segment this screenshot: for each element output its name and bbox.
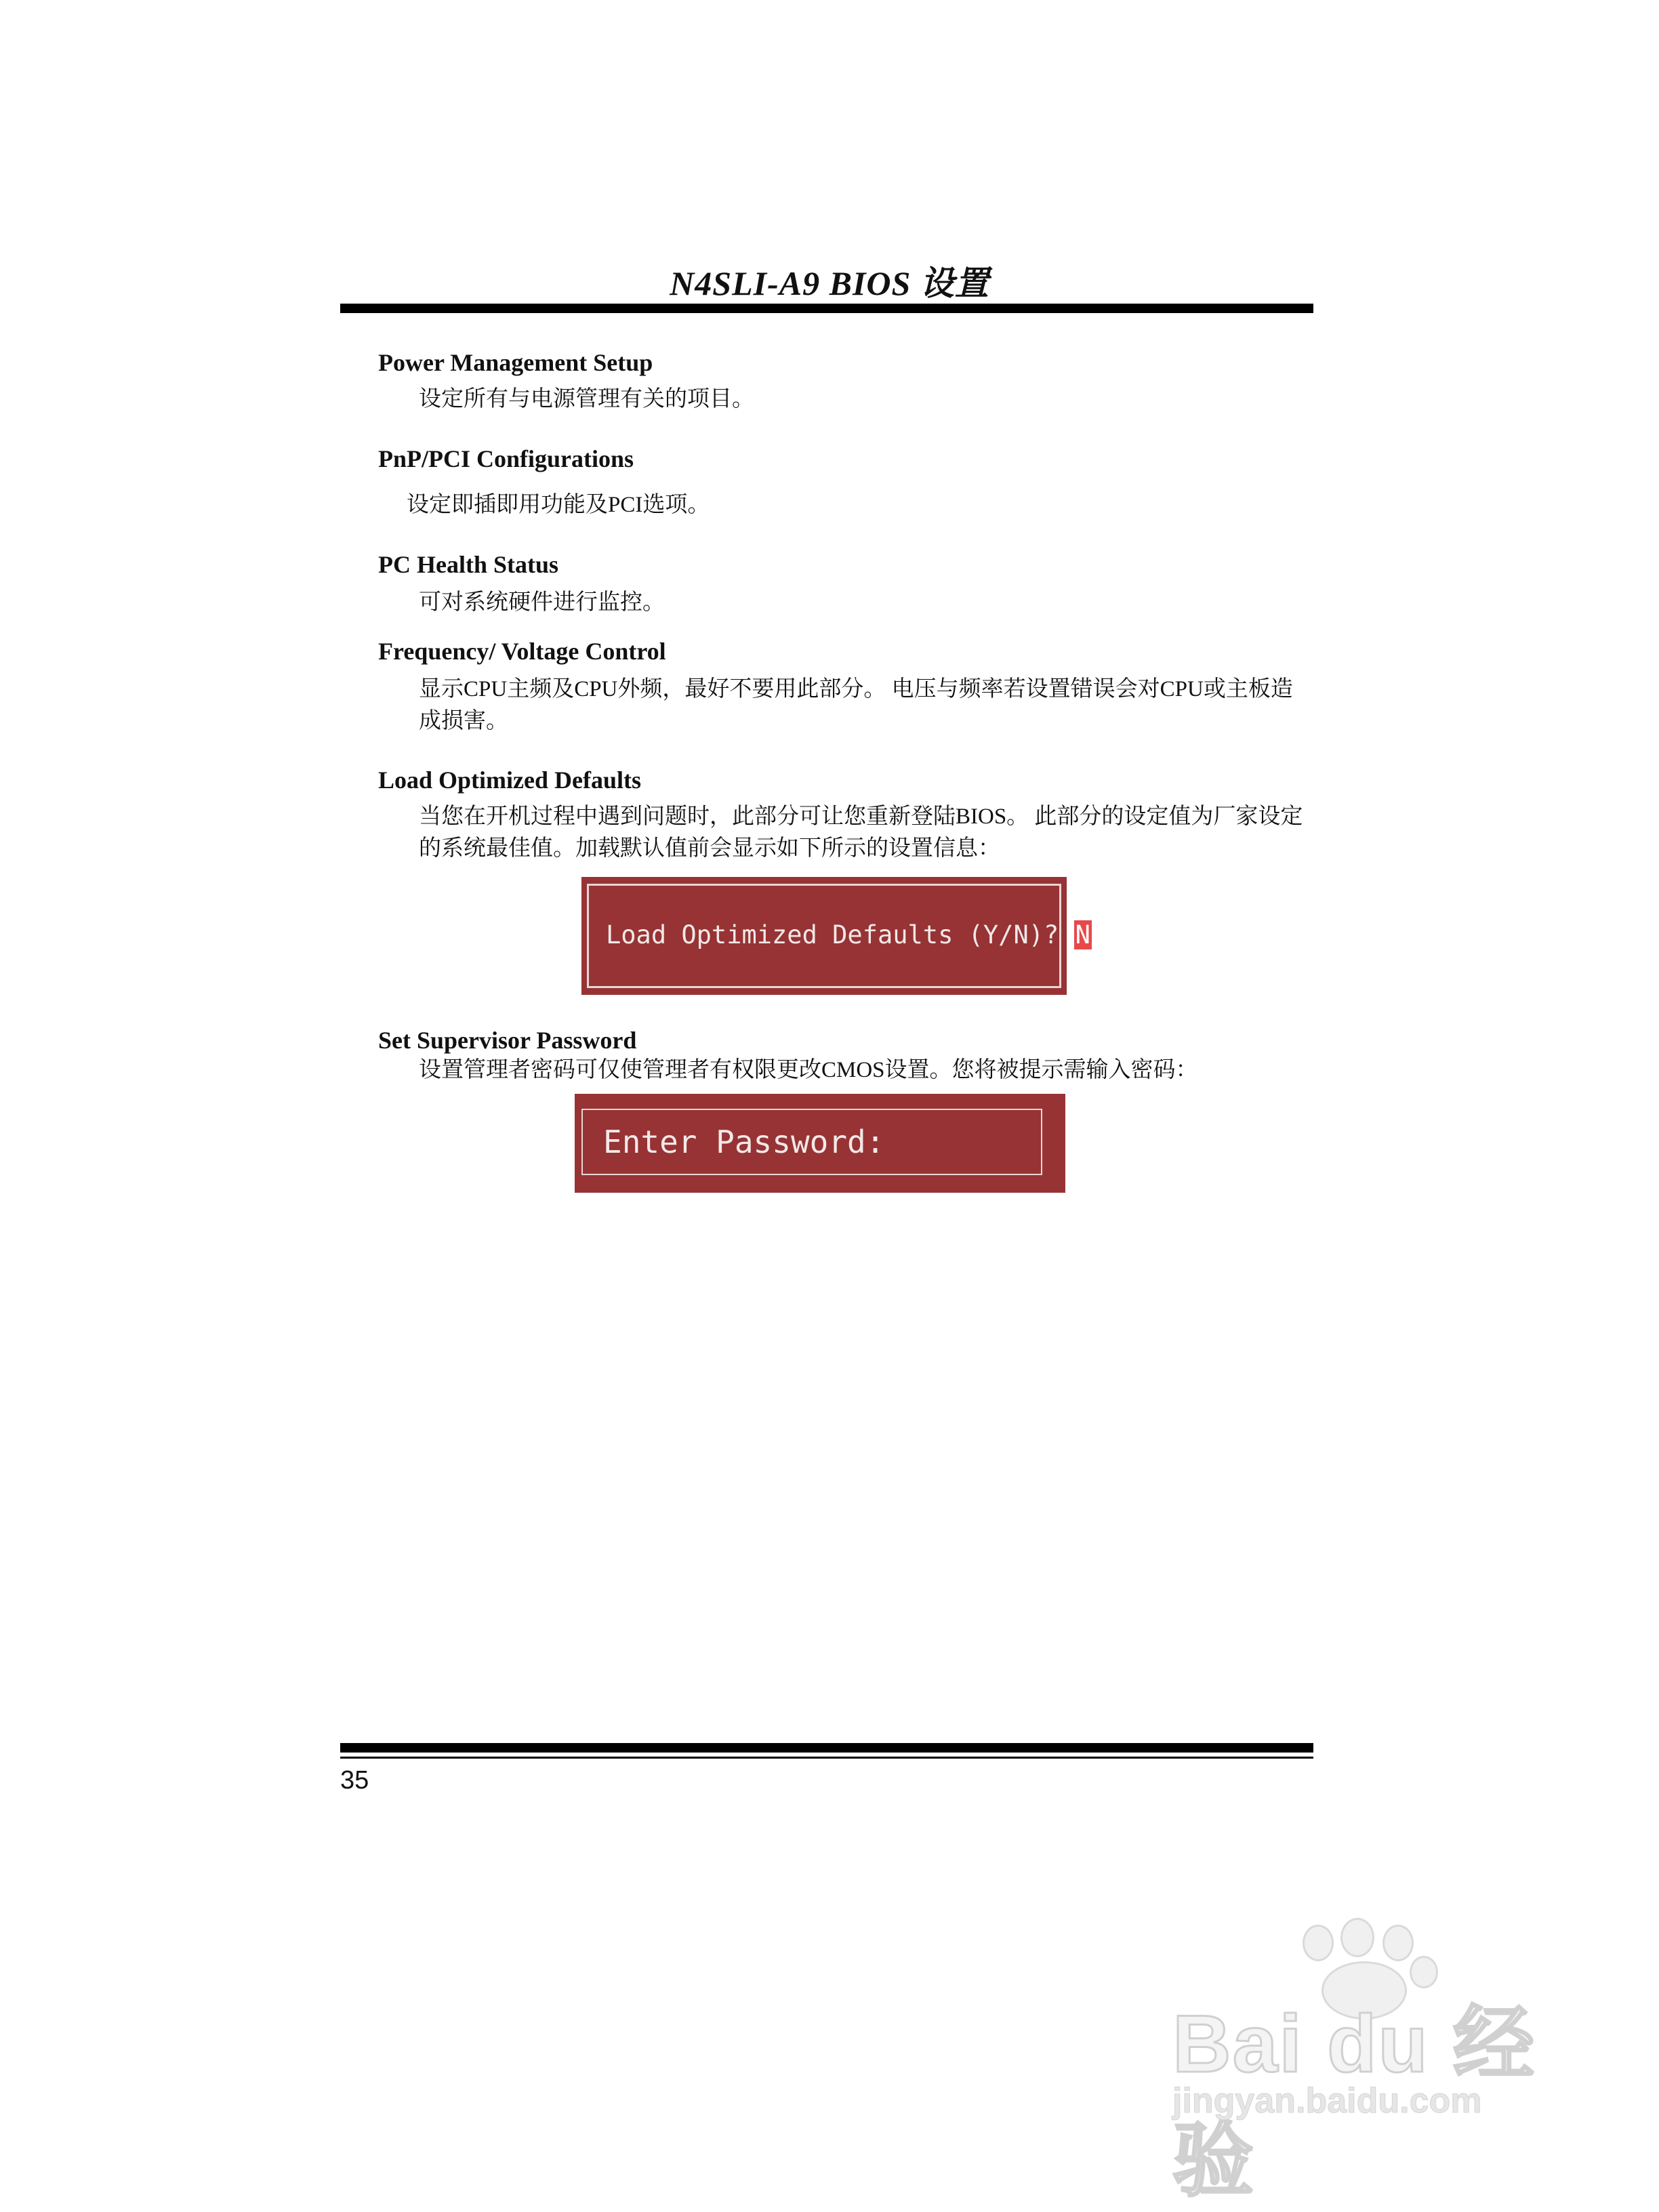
section-desc-power-management: 设定所有与电源管理有关的项目。 <box>419 387 754 411</box>
paw-icon-toe-2 <box>1340 1918 1374 1957</box>
header-rule <box>340 304 1313 313</box>
footer-rule-thick <box>340 1743 1313 1753</box>
load-defaults-dialog <box>581 877 1090 995</box>
section-heading-power-management: Power Management Setup <box>378 349 653 376</box>
section-desc-pc-health: 可对系统硬件进行监控。 <box>419 590 665 615</box>
password-dialog <box>575 1094 1065 1193</box>
section-desc-frequency-voltage: 显示CPU主频及CPU外频，最好不要用此部分。 电压与频率若设置错误会对CPU或主板造成损害。 <box>419 677 1293 733</box>
load-defaults-prompt-text: Load Optimized Defaults (Y/N)? <box>606 920 1074 949</box>
section-desc-load-defaults: 当您在开机过程中遇到问题时，此部分可让您重新登陆BIOS。 此部分的设定值为厂家设定的系统最佳值。加载默认值前会显示如下所示的设置信息： <box>419 804 1303 861</box>
watermark-logo: Bai du 经验 <box>1172 1999 1536 2206</box>
page-title: N4SLI-A9 BIOS 设置 <box>670 264 989 302</box>
password-prompt: Enter Password: <box>603 1124 885 1160</box>
load-defaults-prompt <box>606 920 1092 949</box>
paw-icon-toe-3 <box>1382 1925 1414 1961</box>
paw-icon-toe-1 <box>1303 1925 1334 1961</box>
footer-rule-thin <box>340 1757 1313 1759</box>
section-desc-pnp-pci: 设定即插即用功能及PCI选项。 <box>407 493 710 517</box>
section-heading-load-defaults: Load Optimized Defaults <box>378 766 642 794</box>
section-heading-frequency-voltage: Frequency/ Voltage Control <box>378 638 666 665</box>
baidu-jingyan-watermark <box>1145 1918 1579 2206</box>
watermark-url: jingyan.baidu.com <box>1172 2081 1482 2121</box>
section-heading-pc-health: PC Health Status <box>378 551 559 578</box>
page-number: 35 <box>340 1766 369 1795</box>
section-heading-pnp-pci: PnP/PCI Configurations <box>378 445 634 472</box>
section-heading-supervisor-password: Set Supervisor Password <box>378 1027 637 1054</box>
section-desc-supervisor-password: 设置管理者密码可仅使管理者有权限更改CMOS设置。您将被提示需输入密码： <box>419 1058 1198 1082</box>
load-defaults-input-cursor[interactable]: N <box>1075 920 1090 949</box>
